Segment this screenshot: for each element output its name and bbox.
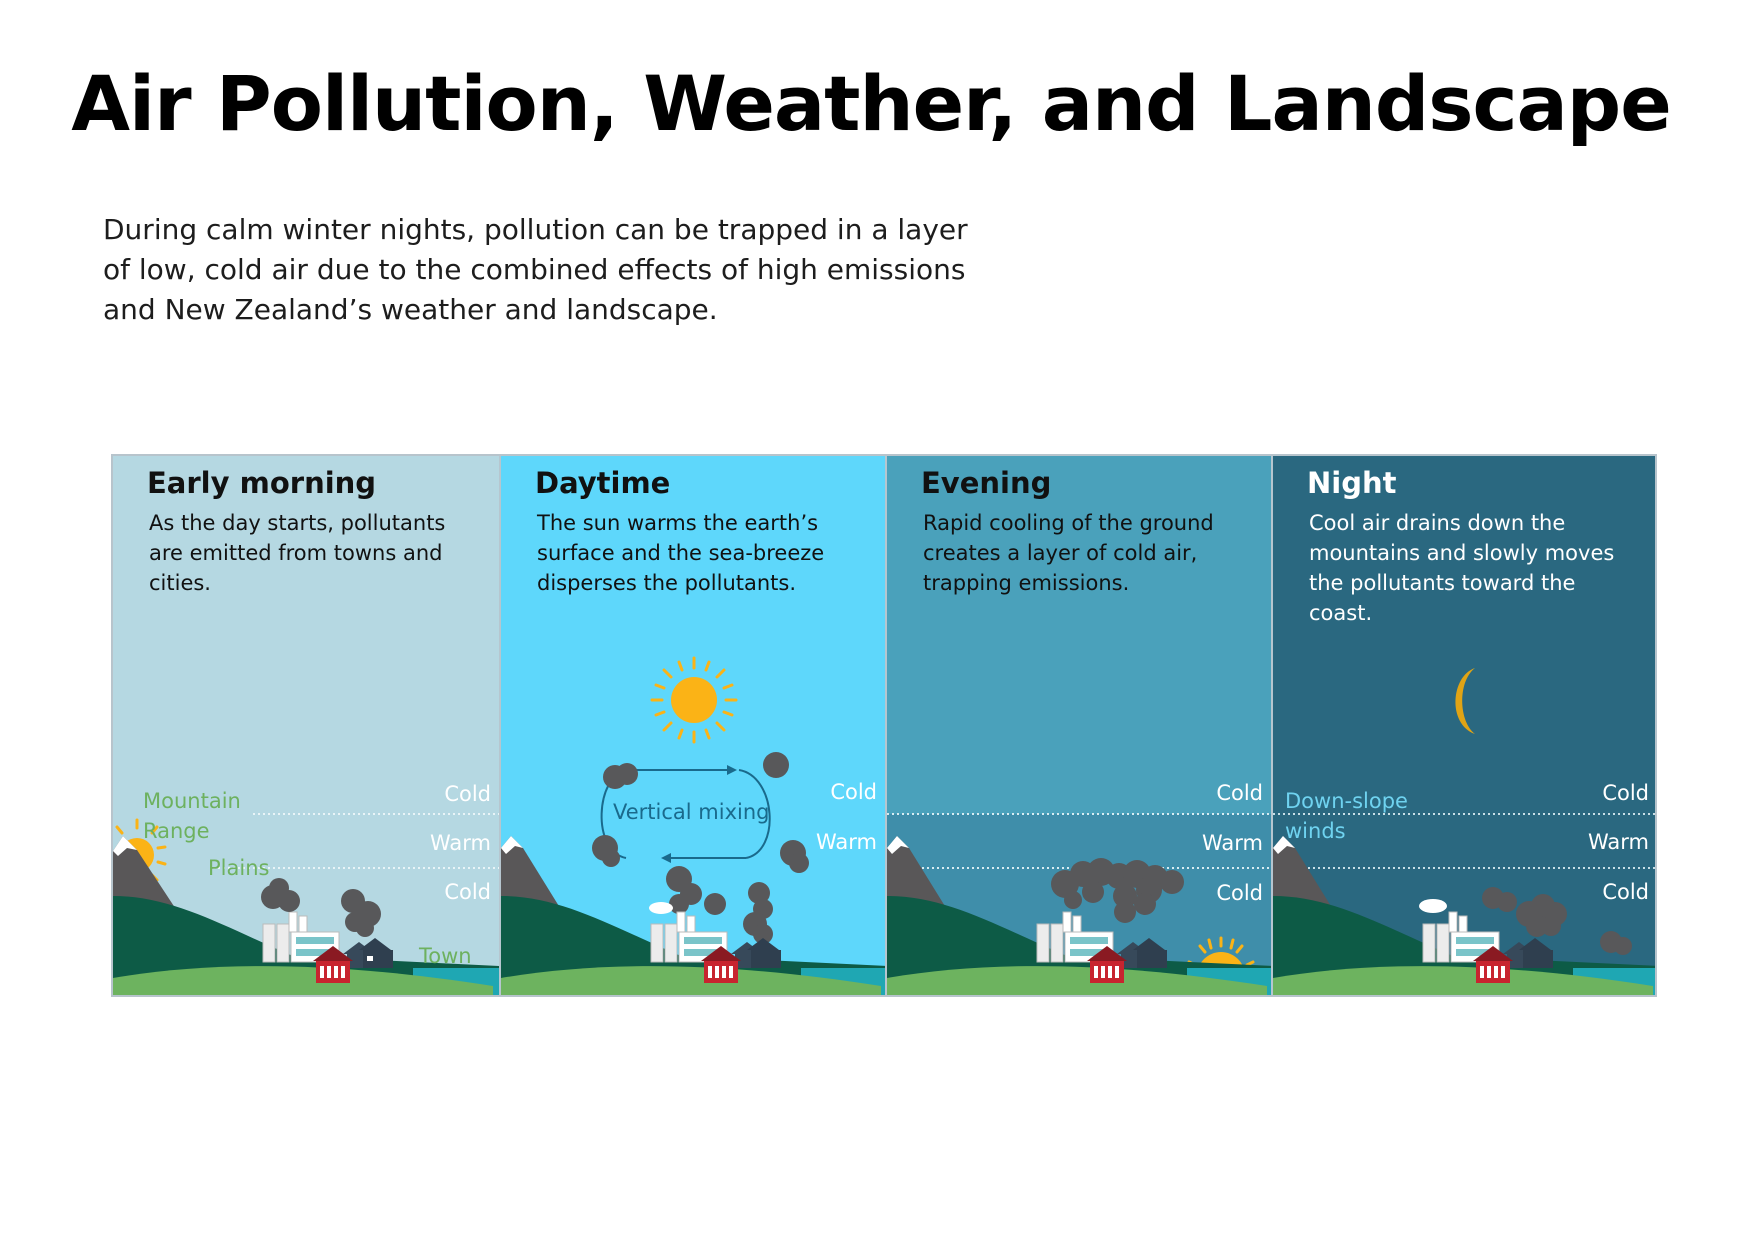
panel-description: The sun warms the earth’s surface and the sea-breeze disperses the pollutants.: [537, 511, 825, 595]
label-warm: Warm: [815, 830, 877, 854]
panel-description: Cool air drains down the mountains and slowly moves the pollutants toward the coast.: [1309, 511, 1615, 625]
label-cold-top: Cold: [1602, 781, 1649, 805]
panel-daytime: [499, 456, 885, 997]
panel-title: Night: [1307, 466, 1397, 500]
label-cold-bottom: Cold: [1216, 881, 1263, 905]
panel-title: Early morning: [147, 466, 377, 500]
panel-description: As the day starts, pollutants are emitted from towns and cities.: [149, 511, 446, 595]
label-plains: Plains: [208, 856, 270, 880]
label-warm: Warm: [1587, 830, 1649, 854]
panel-early-morning: [113, 456, 499, 997]
label-mountain-range: Mountain Range: [143, 789, 241, 843]
panel-title: Evening: [921, 466, 1052, 500]
panel-description: Rapid cooling of the ground creates a layer of cold air, trapping emissions.: [923, 511, 1214, 595]
page-title: Air Pollution, Weather, and Landscape: [71, 59, 1671, 148]
intro-text: During calm winter nights, pollution can be trapped in a layer of low, cold air due to the combined effects of high emissions and New Zealand’s weather and landscape.: [103, 213, 968, 326]
label-cold-top: Cold: [1216, 781, 1263, 805]
panel-night: [1271, 456, 1657, 997]
label-cold-top: Cold: [444, 782, 491, 806]
label-town: Town: [419, 944, 472, 968]
label-warm: Warm: [429, 831, 491, 855]
label-vertical-mixing: Vertical mixing: [613, 800, 770, 824]
label-cold-bottom: Cold: [1602, 880, 1649, 904]
label-down-slope-winds: Down-slope winds: [1285, 789, 1408, 843]
label-cold-top: Cold: [830, 780, 877, 804]
panel-evening: [885, 456, 1271, 997]
diagram-panels: [111, 454, 1657, 997]
panel-title: Daytime: [535, 466, 671, 500]
label-warm: Warm: [1201, 831, 1263, 855]
label-cold-bottom: Cold: [444, 880, 491, 904]
